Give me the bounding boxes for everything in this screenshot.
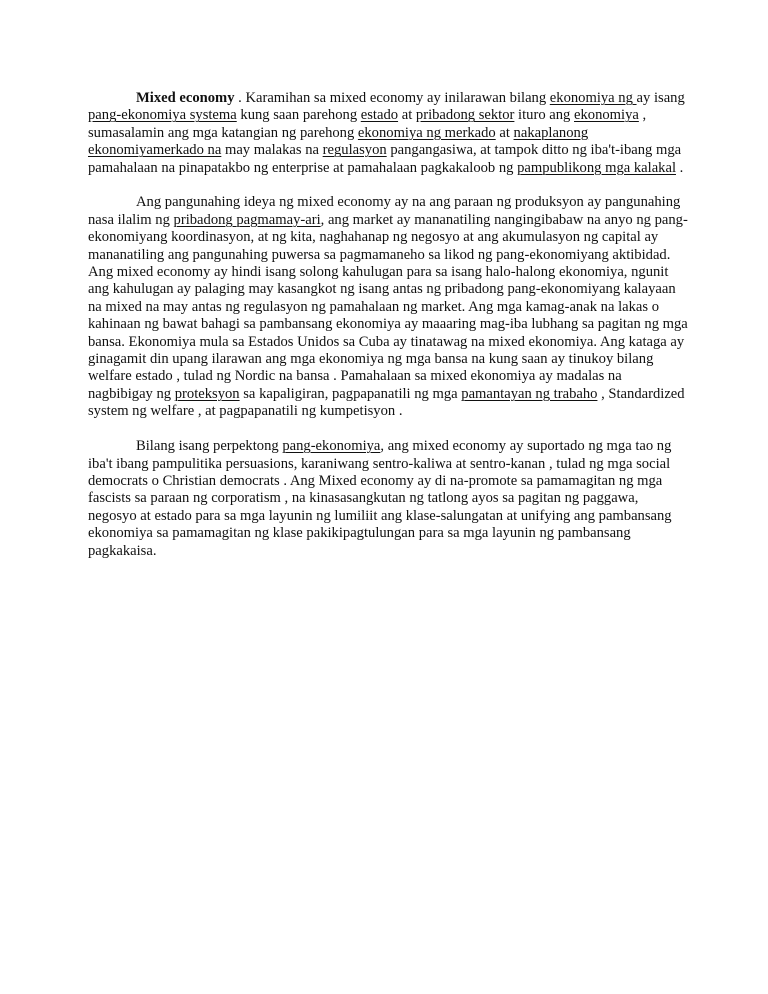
document-body [88,90,688,577]
hyperlink-text[interactable]: pang-ekonomiya [282,438,381,455]
body-text: may malakas na [221,142,323,159]
document-title-term: Mixed economy [136,90,235,106]
body-text: Bilang isang perpektong [136,438,283,455]
hyperlink-text[interactable]: pang-ekonomiya systema [88,107,237,124]
body-text: sa kapaligiran, pagpapanatili ng mga [239,385,462,402]
hyperlink-text[interactable]: pampublikong mga kalakal [517,159,676,176]
body-text: , Standardized system ng welfare , at pagpapanatili ng kumpetisyon . [88,385,685,420]
body-text: pangangasiwa, at tampok ditto ng iba't-ibang mga pamahalaan na pinapatakbo ng enterprise at pamahalaan pagkakaloob ng [88,142,682,176]
hyperlink-text[interactable]: ekonomiya ng merkado [357,124,496,141]
hyperlink-text[interactable]: proteksyon [174,385,240,402]
body-text: Ang pangunahing ideya ng mixed economy ay na ang paraan ng produksyon ay pangunahing nasa ilalim ng [88,194,681,228]
hyperlink-text[interactable]: ekonomiya ng [549,90,637,106]
hyperlink-text[interactable]: pribadong sektor [415,107,515,124]
body-text: . [676,159,684,176]
hyperlink-text[interactable]: pribadong pagmamay-ari [173,211,321,228]
hyperlink-text[interactable]: ekonomiya [574,107,639,124]
paragraph-2 [88,194,688,420]
body-text: . Karamihan sa mixed economy ay inilarawan bilang [234,90,550,106]
hyperlink-text[interactable]: pamantayan ng trabaho [461,385,598,402]
body-text: , sumasalamin ang mga katangian ng parehong [88,107,647,141]
body-text: ay isang [636,90,685,106]
hyperlink-text[interactable]: regulasyon [322,142,387,159]
hyperlink-text[interactable]: nakaplanong ekonomiyamerkado na [88,124,589,159]
hyperlink-text[interactable]: estado [360,107,399,124]
body-text: kung saan parehong [236,107,361,124]
body-text: ituro ang [514,107,574,124]
paragraph-3 [88,438,688,560]
paragraph-1 [88,90,688,177]
body-text: , ang mixed economy ay suportado ng mga tao ng iba't ibang pampulitika persuasions, karaniwang sentro-kaliwa at sentro-kanan , tulad ng mga social democrats o Christian democrats . Ang Mixed economy ay di na-promote sa pamamagitan ng mga fascists sa paraan ng corporatism , na kinasasangkutan ng tatlong ayos sa pagitan ng paggawa, negosyo at estado para sa mga layunin ng lumiliit ang klase-salungatan at unifying ang pambansang ekonomiya sa pamamagitan ng klase pakikipagtulungan para sa mga layunin ng pambansang pagkakaisa. [88,438,672,559]
body-text: at [398,107,416,124]
body-text: at [495,124,514,141]
body-text: , ang market ay mananatiling nangingibabaw na anyo ng pang-ekonomiyang koordinasyon, at ng kita, naghahanap ng negosyo at ang akumulasyon ng capital ay mananatiling ang pangunahing puwersa sa pagmamaneho sa likod ng pang-ekonomiyang aktibidad. Ang mixed economy ay hindi isang solong kahulugan para sa isang halo-halong ekonomiya, ngunit ang kahulugan ay palaging may kasangkot ng isang antas ng pribadong pang-ekonomiyang kalayaan na mixed na may antas ng regulasyon ng pamahalaan ng market. Ang mga kamag-anak na lakas o kahinaan ng bawat bahagi sa pambansang ekonomiya ay maaaring mag-iba lubhang sa pagitan ng mga bansa. Ekonomiya mula sa Estados Unidos sa Cuba ay tinatawag na mixed ekonomiya. Ang kataga ay ginagamit din upang ilarawan ang mga ekonomiya ng mga bansa na kung saan ay tinukoy bilang welfare estado , tulad ng Nordic na bansa . Pamahalaan sa mixed ekonomiya ay madalas na nagbibigay ng [88,211,688,402]
